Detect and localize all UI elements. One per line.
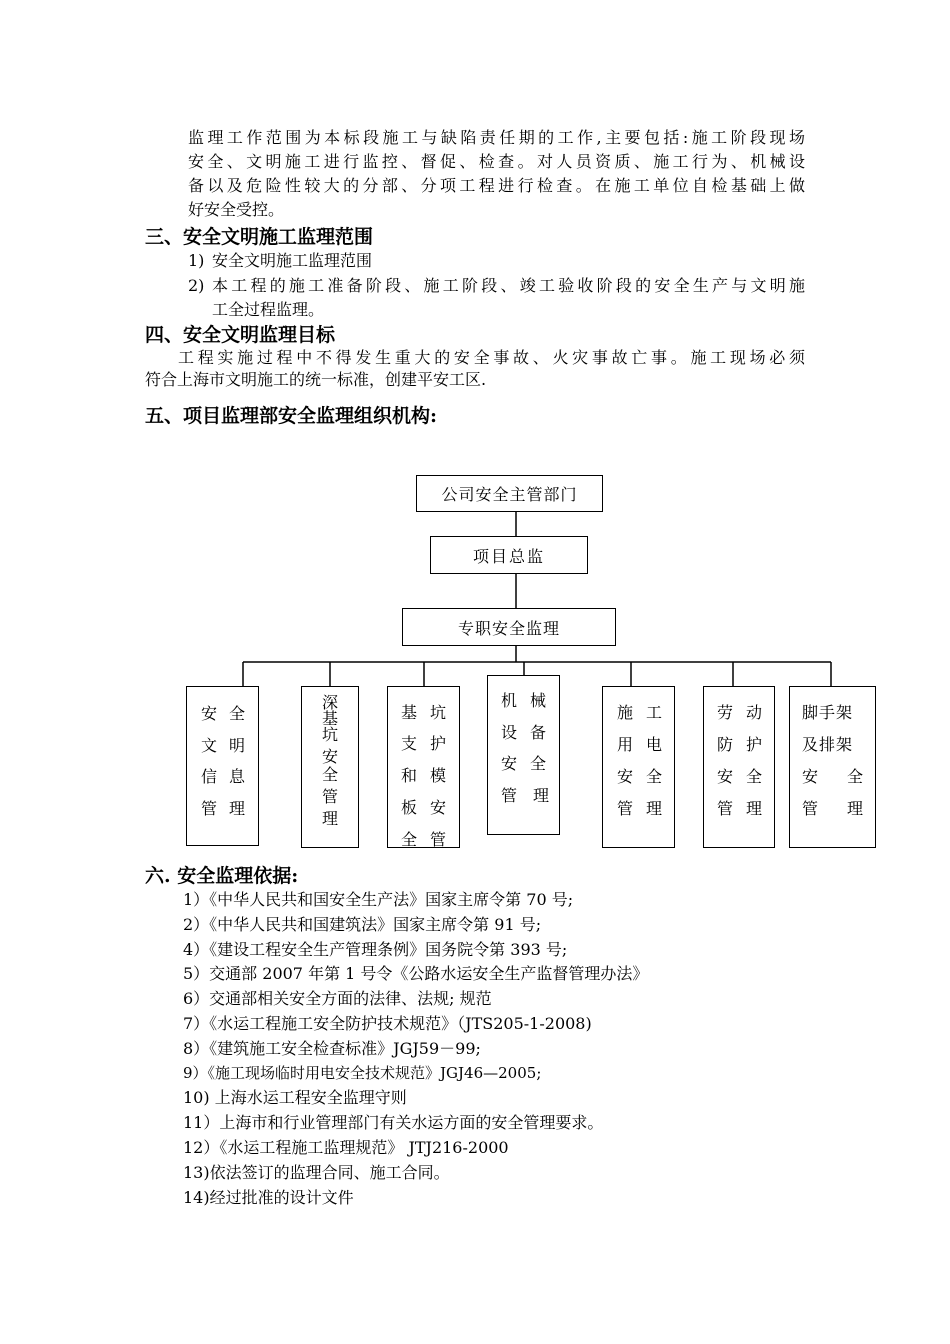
org-safety-supervisor [402,608,616,646]
basis-item: 11）上海市和行业管理部门有关水运方面的安全管理要求。 [183,1113,604,1132]
org-company-safety-dept [416,475,603,512]
basis-item: 9）《施工现场临时用电安全技术规范》JGJ46—2005; [183,1064,542,1082]
basis-item: 10) 上海水运工程安全监理守则 [183,1088,407,1107]
branch6-char: 理 [746,799,763,818]
basis-item: 4）《建设工程安全生产管理条例》国务院令第 393 号; [183,940,568,959]
branch2-char: 安 [322,747,339,766]
branch1-char: 息 [229,767,246,786]
section3-item2-line1: 本工程的施工准备阶段、施工阶段、竣工验收阶段的安全生产与文明施 [212,276,805,295]
branch1-char: 全 [229,704,246,723]
basis-item: 8）《建筑施工安全检查标准》JGJ59－99; [183,1039,481,1058]
branch3-char: 基 [401,703,418,722]
branch5-char: 全 [646,767,663,786]
branch1-char: 文 [201,736,218,755]
branch3-char: 全 [401,830,418,848]
branch2-char: 基 [322,709,339,728]
branch5-char: 工 [646,703,663,722]
branch2-char: 全 [322,765,339,784]
branch6-char: 劳 [717,703,734,722]
basis-item: 14)经过批准的设计文件 [183,1188,354,1207]
branch4-row4: 管 理 [501,786,550,805]
branch3-char: 模 [430,766,447,785]
org-branch-deep-pit [301,686,359,848]
org-branch-electricity [602,686,675,848]
branch2-char: 坑 [322,725,339,744]
section6-title: 六. 安全监理依据: [145,865,299,887]
branch3-char: 坑 [430,703,447,722]
org-branch-labor-protection [703,686,775,848]
org-branch-civilized-info [186,686,259,846]
intro-line-1: 监理工作范围为本标段施工与缺陷责任期的工作,主要包括:施工阶段现场 [188,128,805,147]
branch3-char: 支 [401,734,418,753]
branch5-char: 施 [617,703,634,722]
branch6-char: 动 [746,703,763,722]
org-company-safety-dept-label: 公司安全主管部门 [441,485,578,504]
branch3-char: 管 [430,830,447,848]
branch7-char: 全 [847,767,864,786]
section3-item1-text: 安全文明施工监理范围 [212,251,373,270]
branch2-char: 深 [322,693,339,712]
intro-line-4: 好安全受控。 [188,200,285,219]
branch1-char: 安 [201,704,218,723]
branch3-char: 板 [401,798,418,817]
branch7-row1: 脚手架 [802,703,854,722]
branch5-char: 用 [617,735,634,754]
branch4-char: 全 [530,754,547,773]
basis-item: 12）《水运工程施工监理规范》 JTJ216-2000 [183,1138,509,1157]
branch4-char: 设 [501,723,518,742]
section3-item2-number: 2) [188,276,205,295]
branch6-char: 管 [717,799,734,818]
basis-item: 6）交通部相关安全方面的法律、法规; 规范 [183,989,492,1008]
basis-item: 1）《中华人民共和国安全生产法》国家主席令第 70 号; [183,890,574,909]
org-project-director-label: 项目总监 [472,546,545,566]
basis-item: 13)依法签订的监理合同、施工合同。 [183,1163,450,1182]
branch7-char: 安 [802,767,819,786]
branch2-char: 理 [322,809,339,828]
section3-title: 三、安全文明施工监理范围 [145,226,374,248]
branch6-char: 护 [746,735,763,754]
branch6-char: 安 [717,767,734,786]
branch3-char: 安 [430,798,447,817]
org-branch-pit-support [387,686,460,848]
section5-title: 五、项目监理部安全监理组织机构: [145,405,438,427]
section3-item1-number: 1) [188,251,205,270]
section4-line2: 符合上海市文明施工的统一标准，创建平安工区. [145,370,487,389]
branch1-char: 明 [229,736,246,755]
basis-item: 7）《水运工程施工安全防护技术规范》（JTS205-1-2008) [183,1014,592,1033]
org-branch-machinery [487,675,560,835]
org-safety-supervisor-label: 专职安全监理 [457,618,560,638]
branch5-char: 管 [617,799,634,818]
branch2-char: 管 [322,787,339,806]
basis-item: 5）交通部 2007 年第 1 号令《公路水运安全生产监督管理办法》 [183,964,649,983]
branch4-char: 机 [501,691,518,710]
branch3-char: 和 [401,766,418,785]
branch1-char: 管 [201,799,218,818]
branch6-char: 防 [717,735,734,754]
section4-title: 四、安全文明监理目标 [145,324,336,346]
branch4-char: 械 [530,691,547,710]
branch1-char: 信 [201,767,218,786]
branch6-char: 全 [746,767,763,786]
branch7-row2: 及排架 [802,735,854,754]
org-branch-scaffolding [789,686,876,848]
branch7-char: 理 [847,799,864,818]
branch7-char: 管 [802,799,819,818]
branch1-char: 理 [229,799,246,818]
branch5-char: 电 [646,735,663,754]
branch4-char: 备 [530,723,547,742]
branch3-char: 护 [430,734,447,753]
branch5-char: 理 [646,799,663,818]
basis-item: 2）《中华人民共和国建筑法》国家主席令第 91 号; [183,915,542,934]
branch4-char: 安 [501,754,518,773]
intro-line-2: 安全、文明施工进行监控、督促、检查。对人员资质、施工行为、机械设 [188,152,805,171]
section4-line1: 工程实施过程中不得发生重大的安全事故、火灾事故亡事。施工现场必须 [178,348,805,367]
org-project-director [430,536,588,574]
intro-line-3: 备以及危险性较大的分部、分项工程进行检查。在施工单位自检基础上做 [188,176,805,195]
section3-item2-line2: 工全过程监理。 [212,300,325,319]
branch5-char: 安 [617,767,634,786]
